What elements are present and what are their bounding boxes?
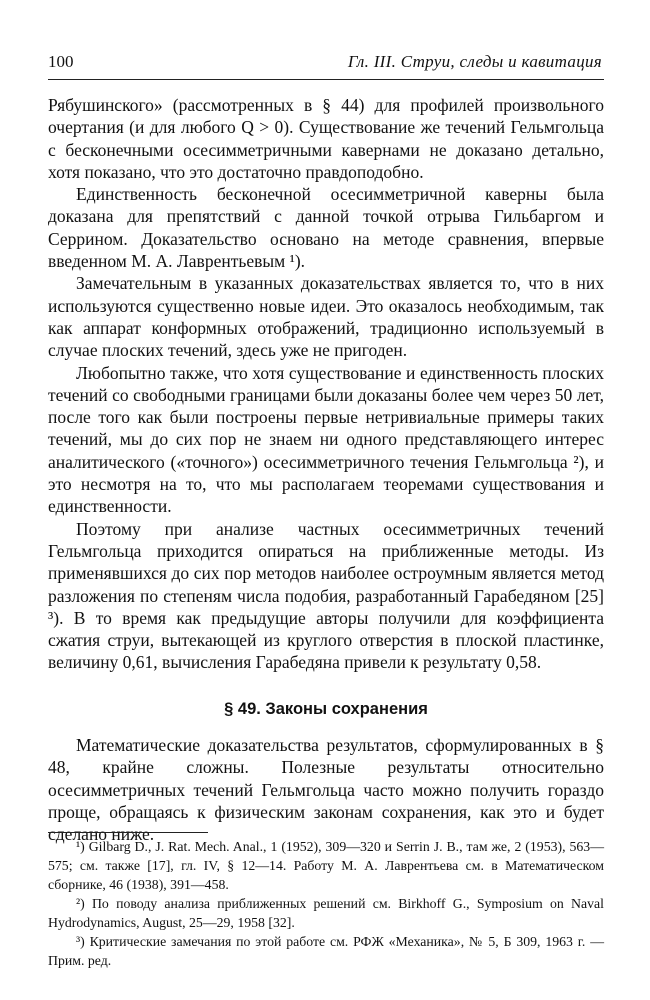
paragraph: Единственность бесконечной осесимметричной каверны была доказана для препятствий с данной точкой отрыва Гильбаргом и Серрином. Доказательство основано на методе сравнения, впервые введенном М. А. Лаврентьевым ¹). <box>48 184 604 272</box>
footnote: ²) По поводу анализа приближенных решений см. Birkhoff G., Symposium on Naval Hydrodynamics, August, 25—29, 1958 [32]. <box>48 896 604 930</box>
chapter-title: Гл. III. Струи, следы и кавитация <box>347 52 602 71</box>
main-text <box>48 94 604 846</box>
paragraph: Поэтому при анализе частных осесимметричных течений Гельмгольца приходится опираться на приближенные методы. Из применявшихся до сих пор методов наиболее остроумным является метод разложения по степеням числа подобия, разработанный Гарабедяном [25] ³). В то время как предыдущие авторы получили для коэффициента сжатия струи, вытекающей из круглого отверстия в плоской пластинке, величину 0,61, вычисления Гарабедяна привели к результату 0,58. <box>48 518 604 673</box>
section-paragraph: Математические доказательства результатов, сформулированных в § 48, крайне сложны. Полезные результаты относительно осесимметричных течений Гельмгольца часто можно получить гораздо проще, обращаясь к физическим законам сохранения, как это и будет сделано ниже. <box>48 735 604 845</box>
footnote-rule <box>48 832 208 833</box>
page-number: 100 <box>48 52 74 71</box>
running-header <box>48 52 604 72</box>
footnote: ¹) Gilbarg D., J. Rat. Mech. Anal., 1 (1952), 309—320 и Serrin J. B., там же, 2 (1953), 563—575; см. также [17], гл. IV, § 12—14. Работу М. А. Лаврентьева см. в Математическом сборнике, 46 (1938), 391—458. <box>48 839 604 892</box>
footnotes <box>48 837 604 970</box>
paragraph: Замечательным в указанных доказательствах является то, что в них используются существенно новые идеи. Это оказалось необходимым, так как аппарат конформных отображений, традиционно используемый в случае плоских течений, здесь уже не пригоден. <box>48 273 604 361</box>
section-heading: § 49. Законы сохранения <box>224 699 428 718</box>
paragraph: Любопытно также, что хотя существование и единственность плоских течений со свободными границами были доказаны более чем через 50 лет, после того как были построены первые нетривиальные примеры таких течений, мы до сих пор не знаем ни одного представляющего интерес аналитического («точного») осесимметричного течения Гельмгольца ²), и это несмотря на то, что мы располагаем теоремами существования и единственности. <box>48 362 604 517</box>
header-rule <box>48 79 604 80</box>
footnote: ³) Критические замечания по этой работе см. РФЖ «Механика», № 5, Б 309, 1963 г. — Прим. ред. <box>48 934 604 968</box>
paragraph-continued: Рябушинского» (рассмотренных в § 44) для профилей произвольного очертания (и для любого Q > 0). Существование же течений Гельмгольца с бесконечными осесимметричными кавернами не доказано детально, хотя показано, что это достаточно правдоподобно. <box>48 95 604 182</box>
